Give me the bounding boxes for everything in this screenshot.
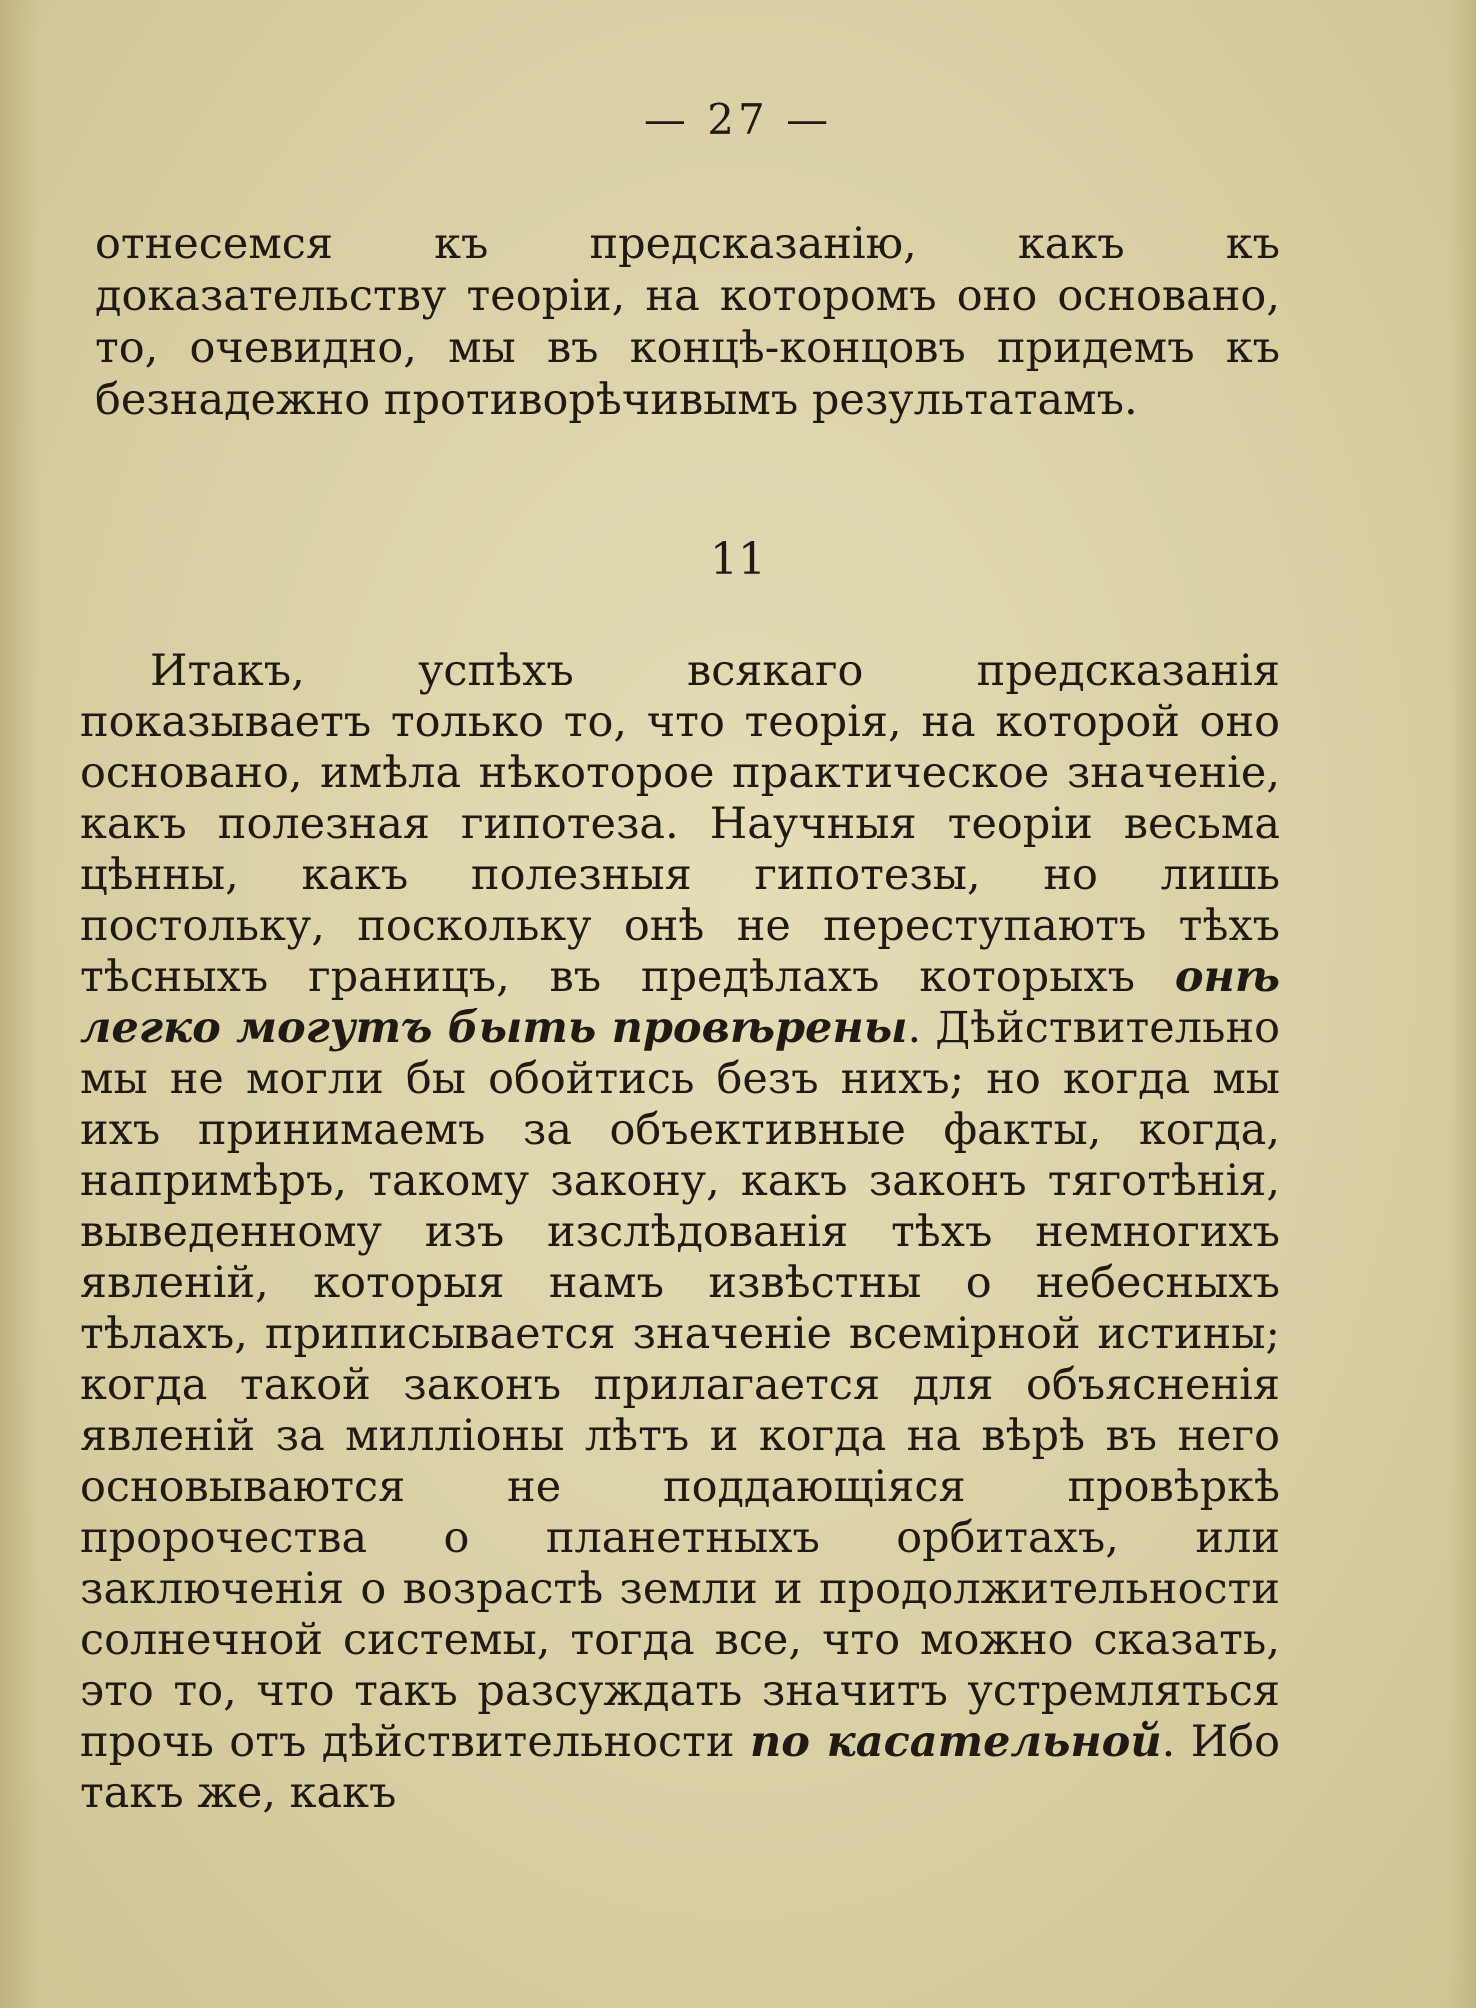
italic-emphasis-2: по касательной [749,1717,1162,1767]
text-run-2: . Дѣйствительно мы не могли бы обойтись безъ нихъ; но когда мы ихъ принимаемъ за объективные факты, когда, напримѣръ, такому закону, какъ законъ тяготѣнія, выведенному изъ изслѣдованія тѣхъ немногихъ явленій, которыя намъ извѣстны о небесныхъ тѣлахъ, приписывается значеніе всемірной истины; когда такой законъ прилагается для объясненія явленій за милліоны лѣтъ и когда на вѣрѣ въ него основываются не поддающіяся провѣркѣ пророчества о планетныхъ орбитахъ, или заключенія о возрастѣ земли и продолжительности солнечной системы, тогда все, что можно сказать, это то, что такъ разсуждать значитъ устремляться прочь отъ дѣйствительности [80,1003,1280,1767]
section-text [80,646,1280,1819]
continuation-paragraph [95,218,1280,426]
continuation-text: отнесемся къ предсказанію, какъ къ доказательству теоріи, на которомъ оно основано, то, очевидно, мы въ концѣ-концовъ придемъ къ безнадежно противорѣчивымъ результатамъ. [95,219,1280,425]
italic-emphasis-1: онѣ легко могутъ быть провѣрены [80,952,1280,1053]
text-run-3: . Ибо такъ же, какъ [80,1717,1280,1818]
section-number: 11 [710,534,766,585]
text-run-1: Итакъ, успѣхъ всякаго предсказанія показываетъ только то, что теорія, на которой оно основано, имѣла нѣкоторое практическое значеніе, какъ полезная гипотеза. Научныя теоріи весьма цѣнны, какъ полезныя гипотезы, но лишь постольку, поскольку онѣ не переступаютъ тѣхъ тѣсныхъ границъ, въ предѣлахъ которыхъ [80,646,1280,1002]
section-paragraph [80,646,1280,1819]
page-number: — 27 — [643,95,833,144]
